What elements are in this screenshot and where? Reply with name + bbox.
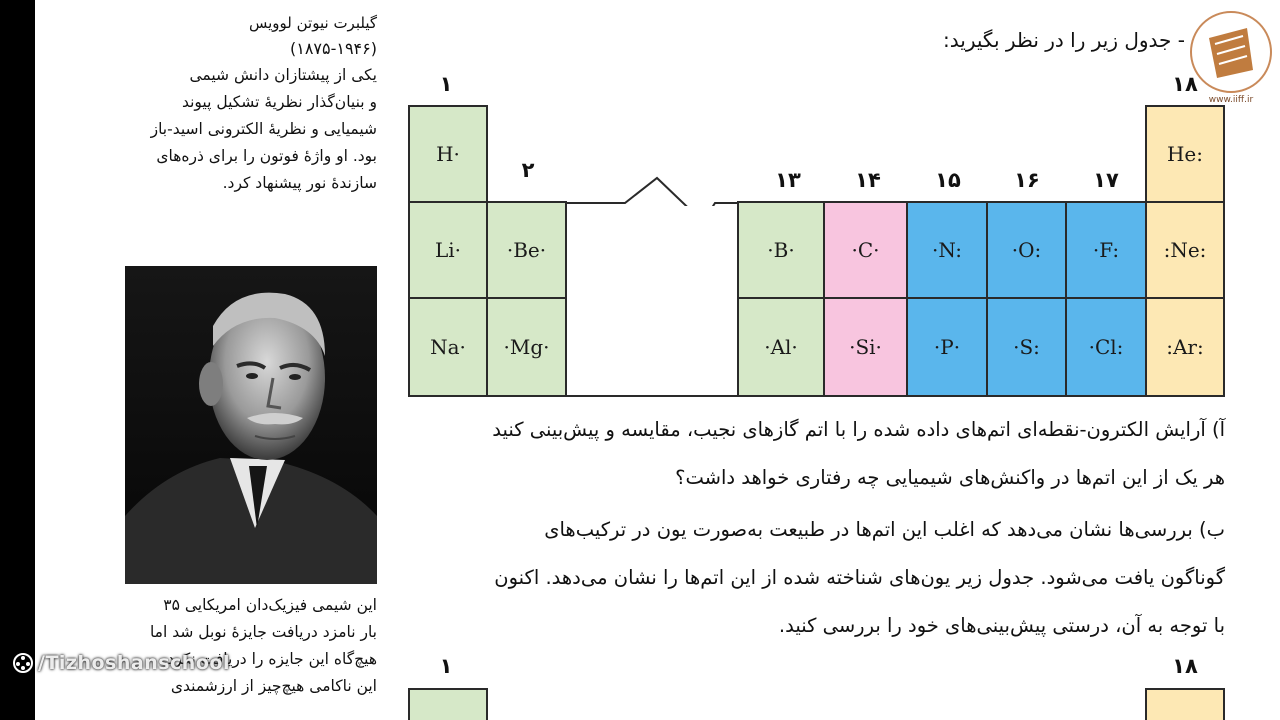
- portrait-photo: [125, 266, 377, 584]
- watermark-text: /Tizhoshanschool: [38, 652, 230, 674]
- channel-watermark: [12, 652, 230, 674]
- bio-line: شیمیایی و نظریهٔ الکترونی اسید-باز: [150, 120, 377, 138]
- gap-break-line: [565, 172, 739, 206]
- group-label-1: ۱: [439, 72, 453, 96]
- table2-group-label-1: ۱: [439, 654, 453, 678]
- group-label-16: ۱۶: [1014, 168, 1040, 192]
- cell-ar: :Ar:: [1145, 297, 1225, 397]
- cell-si: ·Si·: [823, 297, 908, 397]
- group-label-13: ۱۳: [775, 168, 801, 192]
- cell-al: ·Al·: [737, 297, 825, 397]
- table2-cell-group18: [1145, 688, 1225, 720]
- bio-line: و بنیان‌گذار نظریهٔ تشکیل پیوند: [181, 93, 377, 111]
- cell-n: ·N:: [906, 201, 988, 299]
- textbook-page: [35, 0, 1280, 720]
- question-b-line-2: گوناگون یافت می‌شود. جدول زیر یون‌های شناخته شده از این اتم‌ها را نشان می‌دهد. اکنون: [494, 566, 1225, 589]
- group-label-14: ۱۴: [855, 168, 881, 192]
- bio-sidebar: [125, 10, 377, 197]
- cell-cl: ·Cl:: [1065, 297, 1147, 397]
- caption-line: این ناکامی هیچ‌چیز از ارزشمندی: [170, 677, 377, 695]
- cell-be: ·Be·: [486, 201, 567, 299]
- bio-line: بود. او واژهٔ فوتون را برای ذره‌های: [156, 147, 377, 165]
- bio-line: یکی از پیشتازان دانش شیمی: [189, 66, 377, 84]
- logo-text: www.iiff.ir: [1208, 95, 1254, 105]
- caption-line: بار نامزد دریافت جایزهٔ نوبل شد اما: [149, 623, 377, 641]
- cell-mg: ·Mg·: [486, 297, 567, 397]
- bio-dates: (۱۸۷۵-۱۹۴۶): [289, 39, 377, 58]
- portrait-caption: [125, 592, 377, 700]
- caption-line: این شیمی فیزیک‌دان امریکایی ۳۵: [163, 596, 377, 614]
- table2-group-label-18: ۱۸: [1172, 654, 1198, 678]
- cell-s: ·S:: [986, 297, 1067, 397]
- cell-p: ·P·: [906, 297, 988, 397]
- question-a-line-1: آ) آرایش الکترون-نقطه‌ای اتم‌های داده شده را با اتم گازهای نجیب، مقایسه و پیش‌بینی کنید: [492, 418, 1225, 441]
- caption-line: هیچ‌گاه این جایزه را دریافت نکرد.: [162, 650, 377, 668]
- group-label-17: ۱۷: [1093, 168, 1119, 192]
- question-a-line-2: هر یک از این اتم‌ها در واکنش‌های شیمیایی چه رفتاری خواهد داشت؟: [675, 466, 1225, 489]
- question-b-line-3: با توجه به آن، درستی پیش‌بینی‌های خود را بررسی کنید.: [778, 614, 1225, 637]
- cell-na: Na·: [408, 297, 488, 397]
- group-label-15: ۱۵: [935, 168, 961, 192]
- question-b-line-1: ب) بررسی‌ها نشان می‌دهد که اغلب این اتم‌ها در طبیعت به‌صورت یون در ترکیب‌های: [544, 518, 1225, 541]
- cell-f: ·F:: [1065, 201, 1147, 299]
- cell-c: ·C·: [823, 201, 908, 299]
- portrait-illustration: [125, 266, 377, 584]
- cell-he: He:: [1145, 105, 1225, 203]
- bio-line: سازندهٔ نور پیشنهاد کرد.: [222, 174, 377, 192]
- cell-li: Li·: [408, 201, 488, 299]
- film-reel-icon: [12, 652, 34, 674]
- group-label-18: ۱۸: [1172, 72, 1198, 96]
- cell-b: ·B·: [737, 201, 825, 299]
- cell-h: H·: [408, 105, 488, 203]
- intro-text: - جدول زیر را در نظر بگیرید:: [943, 28, 1185, 52]
- cell-ne: :Ne:: [1145, 201, 1225, 299]
- group-label-2: ۲: [521, 158, 535, 182]
- cell-o: ·O:: [986, 201, 1067, 299]
- table2-cell-group1: [408, 688, 488, 720]
- table-gap: [565, 201, 739, 397]
- bio-name: گیلبرت نیوتن لوویس: [249, 14, 377, 32]
